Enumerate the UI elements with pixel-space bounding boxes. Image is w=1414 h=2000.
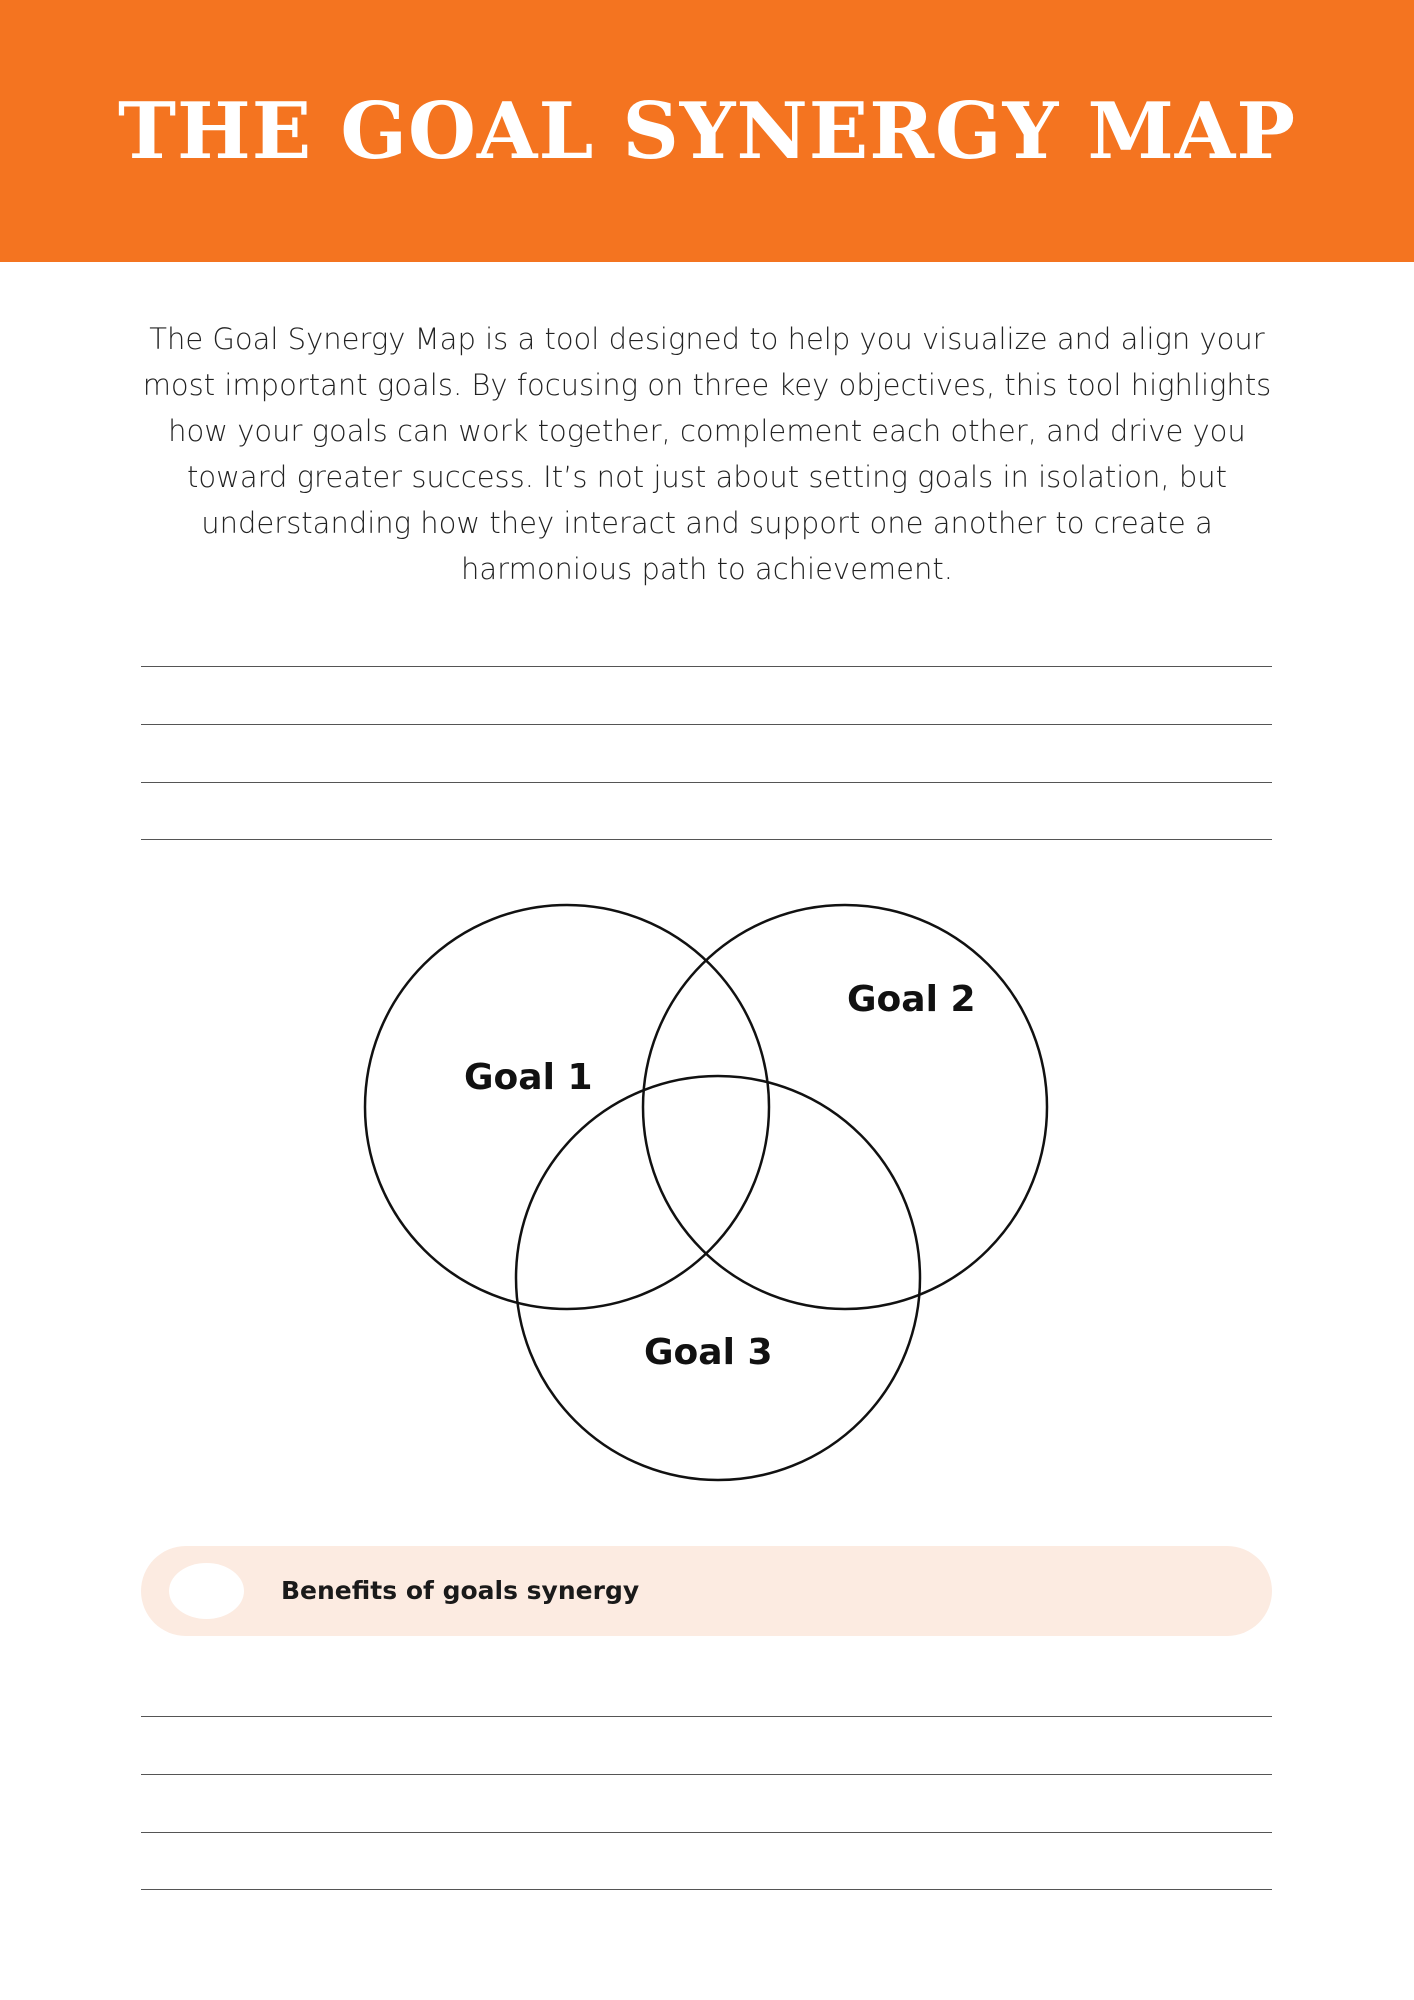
writing-line[interactable] [141,1889,1272,1890]
benefits-section-bar [141,1546,1272,1636]
intro-line: how your goals can work together, complement each other, and drive you [168,414,1246,448]
goal-3-circle[interactable] [516,1076,920,1480]
writing-line[interactable] [141,1716,1272,1717]
intro-line: toward greater success. It’s not just about setting goals in isolation, but [187,460,1227,494]
writing-line[interactable] [141,1832,1272,1833]
benefits-bullet [169,1563,244,1619]
goal-2-circle[interactable] [643,905,1047,1309]
goal-1-label: Goal 1 [464,1057,593,1098]
goal-3-label: Goal 3 [644,1332,773,1373]
intro-line: The Goal Synergy Map is a tool designed to help you visualize and align your [149,322,1265,356]
writing-line[interactable] [141,782,1272,783]
writing-line[interactable] [141,666,1272,667]
writing-line[interactable] [141,839,1272,840]
intro-paragraph [60,316,1354,592]
intro-line: harmonious path to achievement. [461,552,953,586]
intro-line: understanding how they interact and support one another to create a [201,506,1213,540]
goal-1-circle[interactable] [365,905,769,1309]
intro-line: most important goals. By focusing on three key objectives, this tool highlights [142,368,1272,402]
goal-2-label: Goal 2 [847,979,976,1020]
page-header [0,0,1414,262]
benefits-heading: Benefits of goals synergy [281,1576,640,1605]
page-title: THE GOAL SYNERGY MAP [118,85,1296,177]
writing-line[interactable] [141,724,1272,725]
writing-line[interactable] [141,1774,1272,1775]
